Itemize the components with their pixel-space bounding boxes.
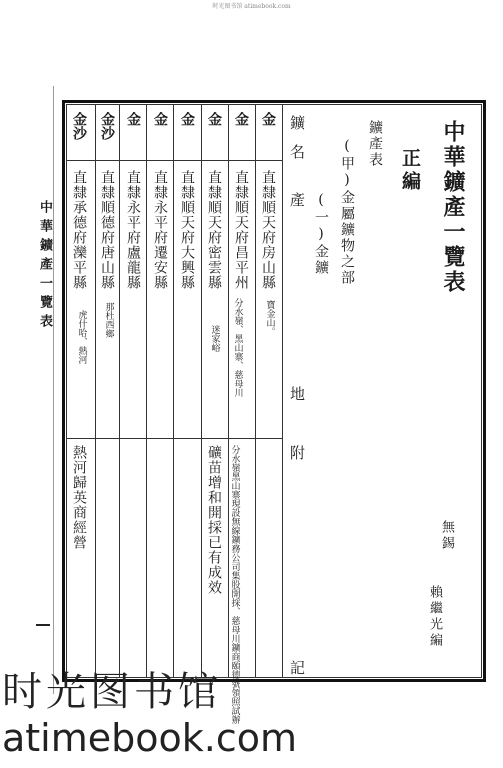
column-divider <box>146 104 147 678</box>
column-divider <box>201 104 202 678</box>
author-name: 賴繼光編 <box>427 585 442 649</box>
section-label: 正編 <box>399 148 421 194</box>
location-text: 直隸順天府密雲縣 <box>206 170 222 290</box>
column-divider <box>119 104 120 678</box>
category-metal: (甲)金屬鑛物之部 <box>339 138 355 286</box>
mineral-row-divider <box>66 160 282 161</box>
spine-mark <box>36 624 50 626</box>
location-text: 直隸順天府昌平州 <box>233 170 249 290</box>
location-detail: 虎什哈、熱河 <box>76 310 87 364</box>
note-text: 分水嶺黑山寨現設無線鑛務公司集股開採、慈母川鑛商頤德號領照試辦 <box>229 445 240 724</box>
source-url: 时光图书馆 atimebook.com <box>212 3 291 10</box>
mineral-name: 金沙 <box>99 112 115 140</box>
watermark-url: atimebook.com <box>2 716 298 760</box>
location-text: 直隸順天府房山縣 <box>260 170 276 290</box>
notes-row-divider <box>66 438 282 439</box>
location-text: 直隸永平府盧龍縣 <box>125 170 141 290</box>
mineral-name: 金 <box>206 112 222 126</box>
mineral-name: 金 <box>260 112 276 126</box>
column-divider <box>282 104 283 678</box>
location-detail: 迷家峪 <box>209 325 220 352</box>
location-text: 直隸順天府大興縣 <box>179 170 195 290</box>
column-header-product: 產 <box>288 192 306 207</box>
column-header-mineral: 鑛名 <box>288 115 306 173</box>
location-text: 直隸永平府遷安縣 <box>152 170 168 290</box>
spine-title: 中華鑛產一覽表 <box>37 200 52 333</box>
mineral-name: 金 <box>233 112 249 126</box>
column-divider <box>95 104 96 678</box>
category-gold: (一)金鑛 <box>313 192 329 276</box>
column-header-notes: 記 <box>288 660 306 675</box>
mineral-name: 金 <box>179 112 195 126</box>
margin-rule <box>53 86 54 694</box>
mineral-name: 金 <box>125 112 141 126</box>
location-detail: 分水嶺、黑山寨、慈母川 <box>232 298 243 397</box>
mineral-name: 金 <box>152 112 168 126</box>
location-detail: 那杜西鄉 <box>103 302 114 338</box>
location-text: 直隸承德府灤平縣 <box>71 170 87 290</box>
author-place: 無錫 <box>439 520 454 552</box>
sub-heading: 鑛產表 <box>367 120 383 168</box>
watermark-chinese: 时光图书馆 <box>2 669 222 715</box>
column-header-attached: 附 <box>288 445 306 460</box>
column-header-place: 地 <box>288 386 306 401</box>
note-text: 熱河歸英商經營 <box>71 445 87 550</box>
location-text: 直隸順德府唐山縣 <box>99 170 115 290</box>
column-divider <box>173 104 174 678</box>
column-divider <box>255 104 256 678</box>
page-title: 中華鑛產一覽表 <box>440 120 466 295</box>
location-detail: 寶金山。 <box>264 300 275 336</box>
mineral-name: 金沙 <box>71 112 87 140</box>
note-text: 礦苗增和開採已有成效 <box>206 445 222 595</box>
